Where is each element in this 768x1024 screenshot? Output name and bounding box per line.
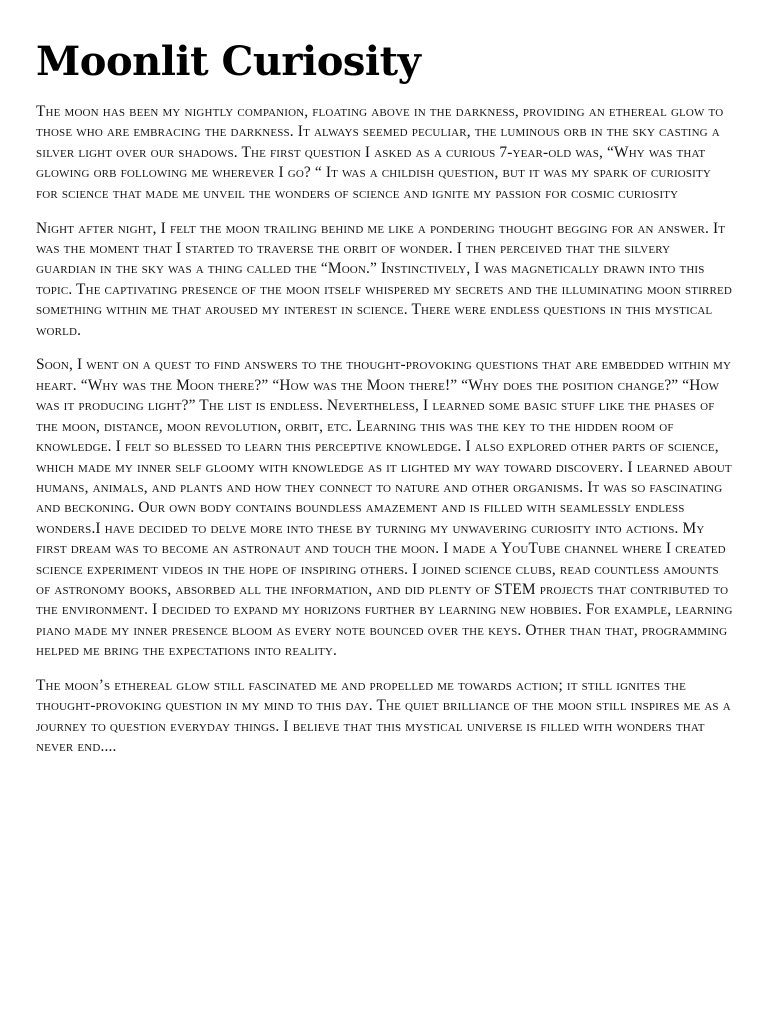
document-page	[36, 38, 734, 772]
document-title: Moonlit Curiosity	[36, 38, 421, 85]
paragraph-4: The moon’s ethereal glow still fascinated me and propelled me towards action; it still ignites the thought-provoking question in my mind to this day. The quiet brilliance of the moon still inspires me as a journey to question everyday things. I believe that this mystical universe is filled with wonders that never end....	[36, 677, 731, 756]
paragraph-3: Soon, I went on a quest to find answers to the thought-provoking questions that are embedded within my heart. “Why was the Moon there?” “How was the Moon there!” “Why does the position change?” “How was it producing light?” The list is endless. Nevertheless, I learned some basic stuff like the phases of the moon, distance, moon revolution, orbit, etc. Learning this was the key to the hidden room of knowledge. I felt so blessed to learn this perceptive knowledge. I also explored other parts of science, which made my inner self gloomy with knowledge as it lighted my way toward discovery. I learned about humans, animals, and plants and how they connect to nature and other organisms. It was so fascinating and beckoning. Our own body contains boundless amazement and is filled with seamlessly endless wonders.I have decided to delve more into these by turning my unwavering curiosity into actions. My first dream was to become an astronaut and touch the moon. I made a YouTube channel where I created science experiment videos in the hope of inspiring others. I joined science clubs, read countless amounts of astronomy books, absorbed all the information, and did plenty of STEM projects that contributed to the environment. I decided to expand my horizons further by learning new hobbies. For example, learning piano made my inner presence bloom as every note bounced over the keys. Other than that, programming helped me bring the expectations into reality.	[36, 356, 733, 660]
paragraph-1: The moon has been my nightly companion, floating above in the darkness, providing an ethereal glow to those who are embracing the darkness. It always seemed peculiar, the luminous orb in the sky casting a silver light over our shadows. The first question I asked as a curious 7-year-old was, “Why was that glowing orb following me wherever I go? “ It was a childish question, but it was my spark of curiosity for science that made me unveil the wonders of science and ignite my passion for cosmic curiosity	[36, 103, 724, 202]
paragraph-2: Night after night, I felt the moon trailing behind me like a pondering thought begging for an answer. It was the moment that I started to traverse the orbit of wonder. I then perceived that the silvery guardian in the sky was a thing called the “Moon.” Instinctively, I was magnetically drawn into this topic. The captivating presence of the moon itself whispered my secrets and the illuminating moon stirred something within me that aroused my interest in science. There were endless questions in this mystical world.	[36, 219, 732, 339]
